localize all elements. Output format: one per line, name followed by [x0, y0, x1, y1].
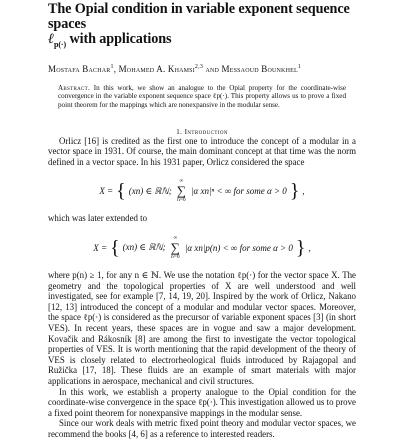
sigma-symbol: ∑ — [176, 183, 187, 199]
author-name: Mostafa Bachar — [48, 63, 111, 74]
author-name: Messaoud Bounkhel — [221, 63, 298, 74]
sum-upper-limit: ∞ — [179, 178, 184, 185]
abstract — [58, 84, 346, 110]
eq-end: , — [308, 242, 311, 253]
paragraph-2: which was later extended to — [48, 213, 148, 224]
author-affiliation: 2,3 — [194, 63, 204, 70]
title-math-symbol: ℓ — [48, 31, 54, 47]
author-name: Mohamed A. Khamsi — [118, 63, 195, 74]
right-brace: } — [289, 180, 300, 203]
eq-lhs: X = — [99, 186, 114, 197]
eq-set: (xn) ∈ ℝℕ; — [122, 242, 166, 253]
abstract-label: Abstract. — [58, 83, 91, 92]
title-math-subscript: p(·) — [53, 39, 67, 49]
section-heading: 1. Introduction — [176, 126, 228, 136]
eq-set: (xn) ∈ ℝℕ; — [128, 185, 172, 196]
sum-lower-limit: n=0 — [170, 253, 180, 260]
sum-operator — [171, 235, 180, 261]
sigma-symbol: ∑ — [170, 239, 180, 255]
eq-end: , — [302, 186, 305, 197]
eq-body: |α xn|p(n) < ∞ for some α > 0 — [184, 242, 293, 253]
author-separator: , — [113, 63, 119, 74]
author-list — [48, 64, 356, 74]
author-affiliation: 1 — [297, 63, 302, 70]
abstract-text: In this work, we show an analogue to the Opial property for the coordinate-wise convergence in the variable exponent sequence space ℓp(·). This property allows us to prove a fixed point theorem for the mappings which are nonexpansive in the modular sense. — [58, 83, 346, 110]
left-brace: { — [110, 236, 120, 259]
eq-lhs: X = — [93, 242, 108, 253]
eq-body: |α xn|ⁿ < ∞ for some α > 0 — [191, 186, 287, 197]
author-separator: and — [203, 63, 222, 74]
left-brace: { — [116, 180, 126, 203]
paragraph-4: In this work, we establish a property analogue to the Opial condition for the coordinate-wise convergence in the space ℓp(·). This investigation allowed us to prove a fixed point theorem for nonexpansive mappings in the modular sense. — [48, 386, 356, 418]
title-line-2-rest: with applications — [66, 31, 172, 47]
title-line-2 — [48, 32, 356, 52]
paragraph-1: Orlicz [16] is credited as the first one to introduce the concept of a modular in a vector space in 1931. Of course, the main dominant concept at that time was the norm defined in a vector space. In his 1931 paper, Orlicz considered the space — [48, 135, 356, 167]
paper-page — [0, 1, 400, 439]
title-line-1: The Opial condition in variable exponent sequence spaces — [48, 1, 350, 32]
paragraph-5: Since our work deals with metric fixed point theory and modular vector spaces, we recommend the books [4, 6] as a reference to interested readers. — [48, 418, 356, 439]
equation-2 — [48, 235, 356, 261]
paper-title — [48, 2, 356, 52]
paragraph-3: where p(n) ≥ 1, for any n ∈ ℕ. We use the notation ℓp(·) for the vector space X. The geometry and the topological properties of X are well understood and well investigated, see for example [7, 14, 19, 20]. Inspired by the work of Orlicz, Nakano [12, 13] introduced the concept of a modular and modular vector spaces. Moreover, the space ℓp(·) is considered as the precursor of variable exponent spaces [3] (in short VES). In recent years, these spaces are in vogue and saw a major development. Kovačik and Rákosník [8] are among the first to investigate the vector topological properties of VES. It is worth mentioning that the rapid development of the theory of VES is closely related to electrorheological fluids introduced by Rajagopal and Ružička [17, 18]. These fluids are an example of smart materials with major applications in aerospace, mechanical and civil structures. — [48, 269, 356, 386]
sum-upper-limit: ∞ — [173, 234, 178, 241]
equation-1 — [48, 178, 356, 204]
author-affiliation: 1 — [110, 63, 114, 70]
sum-lower-limit: n=0 — [177, 197, 186, 204]
right-brace: } — [295, 236, 306, 259]
sum-operator — [177, 178, 186, 204]
